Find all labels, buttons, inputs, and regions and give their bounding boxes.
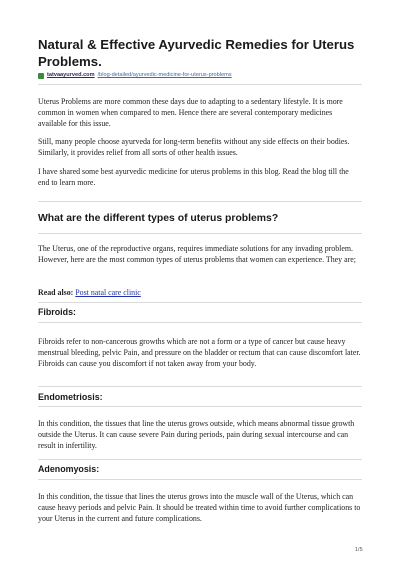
read-also-label: Read also: bbox=[38, 288, 74, 297]
page-title: Natural & Effective Ayurvedic Remedies for Uterus Problems. bbox=[38, 37, 355, 69]
section-heading: What are the different types of uterus problems? bbox=[38, 213, 279, 224]
subsection-body-endometriosis: In this condition, the tissues that line the uterus grows outside, which means abnormal tissue growth outside the Uterus. It can cause severe Pain during periods, pain during sexual intercourse and can result in infertility. bbox=[38, 419, 355, 450]
divider bbox=[38, 479, 362, 480]
intro-paragraph: I have shared some best ayurvedic medicine for uterus problems in this blog. Read the blog till the end to learn more. bbox=[38, 167, 349, 187]
subsection-heading-fibroids: Fibroids: bbox=[38, 307, 76, 317]
subsection-body-fibroids: Fibroids refer to non-cancerous growths which are not a form or a type of cancer but cause heavy menstrual bleeding, pelvic Pain, and pressure on the bladder or rectum that can cause discomfort later. Fibroids can cause you discomfort if not taken away from your body. bbox=[38, 337, 361, 368]
section-intro-paragraph: The Uterus, one of the reproductive organs, requires immediate solutions for any invading problem. However, here are the most common types of uterus problems that women can experience. They are; bbox=[38, 244, 356, 264]
subsection-heading-adenomyosis: Adenomyosis: bbox=[38, 464, 100, 474]
divider bbox=[38, 459, 362, 460]
read-also-line bbox=[38, 287, 362, 298]
page-number: 1/5 bbox=[355, 547, 363, 553]
intro-paragraph: Still, many people choose ayurveda for long-term benefits without any side effects on their bodies. Similarly, it provides relief from all sorts of other health issues. bbox=[38, 137, 350, 157]
source-url[interactable] bbox=[38, 72, 232, 79]
intro-paragraph: Uterus Problems are more common these days due to adapting to a sedentary lifestyle. It is more common in women when compared to men. Hence there are several contemporary medicines available for this issue. bbox=[38, 97, 343, 128]
divider bbox=[38, 233, 362, 234]
source-path[interactable]: /blog-detailed/ayurvedic-medicine-for-uterus-problems bbox=[97, 72, 232, 78]
read-also-link[interactable]: Post natal care clinic bbox=[75, 288, 141, 297]
divider bbox=[38, 201, 362, 202]
divider bbox=[38, 386, 362, 387]
subsection-heading-endometriosis: Endometriosis: bbox=[38, 392, 103, 402]
divider bbox=[38, 322, 362, 323]
divider bbox=[38, 406, 362, 407]
divider bbox=[38, 302, 362, 303]
source-domain[interactable]: tatvaayurved.com bbox=[47, 72, 95, 78]
site-favicon-icon bbox=[38, 73, 44, 79]
divider bbox=[38, 84, 362, 85]
subsection-body-adenomyosis: In this condition, the tissue that lines the uterus grows into the muscle wall of the Uterus, which can cause heavy periods and pelvic Pain. It should be treated within time to avoid further complications to your Uterus in the current and future complications. bbox=[38, 492, 361, 523]
